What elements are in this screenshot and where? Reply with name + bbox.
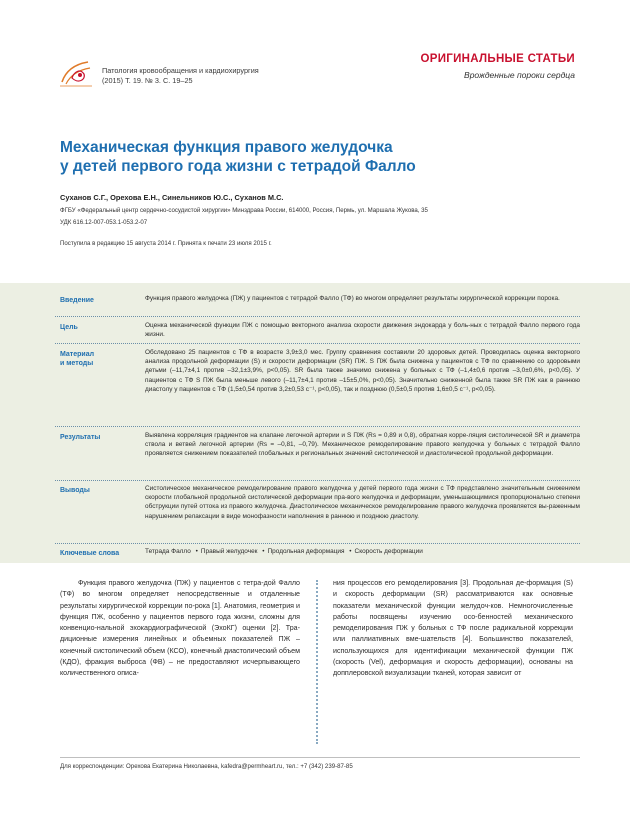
section-subtitle: Врожденные пороки сердца [464,70,575,80]
keyword: Тетрада Фалло [145,548,191,555]
abstract-label: Результаты [60,434,101,441]
article-title-line-1: Механическая функция правого желудочка [60,139,393,156]
abstract-text: Выявлена корреляция градиентов на клапане легочной артерии и S ПЖ (Rs = 0,89 и 0,8), обратная корре-ляция систолической SR и диаметра ствола и ветвей легочной артерии (Rs = –0,81, –0,79). Механическое ремоделирование правого желудочка у больных с тетрадой Фалло проявляется снижением показателей глобальных и региональных значений систолической и диастолической продольной деформации. [145,432,580,458]
abstract-box [0,283,630,563]
body-column-right: ния процессов его ремоделирования [3]. Продольная де-формация (S) и скорость деформации (SR) рассматриваются как основные показатели механической функции желудоч-ков. Немногочисленные работы посвящены изучению осо-бенностей механического ремоделирования ПЖ у больных с ТФ после радикальной коррекции или паллиативных вме-шательств [4]. Большинство показателей, использующихся для идентификации механической функции ПЖ (скорость (Vel), деформация и скорость деформации), основаны на допплеровской визуализации тканей, которая зависит от [333,579,573,678]
affiliation: ФГБУ «Федеральный центр сердечно-сосудистой хирургии» Минздрава России, 614000, Россия, Пермь, ул. Маршала Жукова, 35 [60,207,428,214]
journal-citation [102,66,259,86]
keyword: • Правый желудочек [193,548,258,555]
section-title: ОРИГИНАЛЬНЫЕ СТАТЬИ [420,53,575,65]
abstract-text: Обследовано 25 пациентов с ТФ в возрасте 3,9±3,0 мес. Группу сравнения составили 20 здоровых детей. Проводилась оценка векторного анализа продольной деформации (S) и скорости деформации (SR) ПЖ. S ПЖ была снижена у пациентов с ТФ по сравнению со здоровыми детьми (–11,7±4,1 против –32,1±3,9%, p<0,05). SR была также значимо снижена у больных с ТФ (–1,4±0,6 против –3,0±0,6%, p<0,05). У пациентов с ТФ S ПЖ была меньше левого (–11,7±4,1 против –15±5,0%, p<0,05). Значительно сниженной была также SR ПЖ как в раннюю диастолу у пациентов с ТФ (1,5±0,54 против 3,2±0,53 с⁻¹, p<0,05), так и позднюю (0,5±0,5 против 1,6±0,5 с⁻¹, p<0,05). [145,349,580,393]
divider [55,480,580,481]
section-header [421,53,576,80]
abstract-text: Функция правого желудочка (ПЖ) у пациентов с тетрадой Фалло (ТФ) во многом определяет результаты хирургической коррекции порока. [145,295,560,302]
abstract-label: Цель [60,324,78,331]
abstract-label: Введение [60,297,94,304]
keyword: • Скорость деформации [346,548,423,555]
journal-name: Патология кровообращения и кардиохирургия [102,66,259,75]
keywords-label: Ключевые слова [60,550,120,557]
divider [55,543,580,544]
udk-code: УДК 616.12-007-053.1-053.2-07 [60,219,148,226]
body-column-left: Функция правого желудочка (ПЖ) у пациентов с тетра-дой Фалло (ТФ) во многом определяет непосредственные и отдаленные результаты хирургической коррекции по-рока [1]. Анатомия, геометрия и функция ПЖ, особенно у пациентов первого года жизни, сложны для конвенцио-нальной эхокардиографической (ЭхоКГ) оценки [2]. Тра-диционные измерения линейных и объемных показателей ПЖ – конечный систолический объем (КСО), конечный диастолический объем (КДО), фракция выброса (ФВ) – не предоставляют исчерпывающего количественного описа- [60,579,300,678]
footnote-rule [60,757,580,758]
journal-issue: (2015) Т. 19. № 3. С. 19–25 [102,76,193,85]
divider [55,426,580,427]
abstract-label [60,350,140,368]
article-title [60,138,560,176]
keywords-list [145,547,580,556]
abstract-label: Выводы [60,487,90,494]
authors: Суханов С.Г., Орехова Е.Н., Синельников Ю.С., Суханов М.С. [60,193,284,202]
correspondence-footnote: Для корреспонденции: Орехова Екатерина Николаевна, kafedra@permheart.ru, тел.: +7 (342) 239-87-85 [60,763,353,770]
abstract-label-line: Материал [60,351,95,358]
journal-logo-icon [58,56,96,90]
abstract-text: Оценка механической функции ПЖ с помощью векторного анализа скорости движения эндокарда у боль-ных с тетрадой Фалло первого года жизни. [145,322,580,339]
article-title-line-2: у детей первого года жизни с тетрадой Фалло [60,158,416,175]
keyword: • Продольная деформация [259,548,344,555]
divider [55,316,580,317]
abstract-label-line: и методы [60,360,94,367]
column-divider [316,580,318,744]
received-dates: Поступила в редакцию 15 августа 2014 г. Принята к печати 23 июля 2015 г. [60,240,272,247]
divider [55,343,580,344]
abstract-text: Систолическое механическое ремоделирование правого желудочка у детей первого года жизни с ТФ представлено значительным снижением скорости глобальной продольной систолической деформации пра-вого желудочка и деформации, уменьшающимися пропорционально степени обструкции путей оттока из правого желудочка. Диастолическое механическое ремоделирование правого желудочка проявляется вы-раженным нарушением релаксации в виде монофазности наполнения в раннюю и позднюю диастолу. [145,485,580,520]
